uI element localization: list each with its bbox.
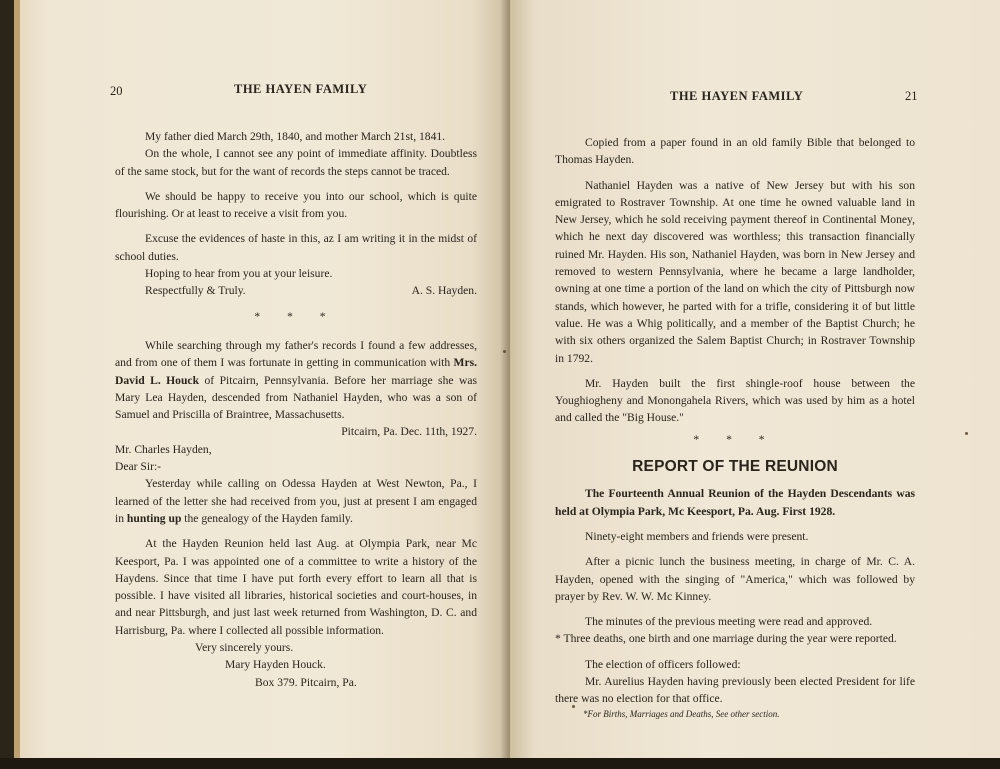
text-run: of Pitcairn, Pennsylvania. Before her marriage she was Mary Lea Hayden, descended from Nathaniel Hayden, who was a son of Samuel and Priscilla of Braintree, Massachusetts. [115,373,477,422]
paragraph: At the Hayden Reunion held last Aug. at Olympia Park, near Mc Keesport, Pa. I was appointed one of a committee to write a history of the Haydens. Since that time I have put forth every effort to learn all that is possible. I have visited all libraries, historical societies and court-houses, in and near Pittsburgh, and just last week returned from Washington, D. C. and Harrisburg, Pa. where I collected all possible information. [115,537,477,637]
left-text-column [115,128,477,691]
salutation-name: Mr. Charles Hayden, [115,442,212,456]
text-run: the genealogy of the Hayden family. [181,511,353,525]
paragraph: Mr. Aurelius Hayden having previously been elected President for life there was no election for that office. [555,675,915,706]
paragraph: Ninety-eight members and friends were present. [585,529,809,543]
closing-text: Respectfully & Truly. [145,284,246,298]
running-head: THE HAYEN FAMILY [670,89,804,103]
signature-name: Mary Hayden Houck. [225,658,326,672]
dateline: Pitcairn, Pa. Dec. 11th, 1927. [341,425,477,439]
section-divider: * * * [693,432,777,446]
paragraph: On the whole, I cannot see any point of immediate affinity. Doubtless of the same stock, but for the want of records the steps cannot be traced. [115,147,477,178]
letter-closing [115,282,477,299]
signature-address: Box 379. Pitcairn, Pa. [255,675,357,689]
section-subheading: The Fourteenth Annual Reunion of the Hayden Descendants was held at Olympia Park, Mc Keesport, Pa. Aug. First 1928. [555,487,915,518]
page-number: 20 [110,84,123,98]
paragraph [115,337,477,423]
paper-spot [572,705,575,708]
section-divider: * * * [254,309,338,323]
paragraph: Copied from a paper found in an old family Bible that belonged to Thomas Hayden. [555,136,915,167]
footnote: *For Births, Marriages and Deaths, See other section. [583,708,780,719]
paragraph: Nathaniel Hayden was a native of New Jersey but with his son emigrated to Rostraver Township. At one time he owned valuable land in New Jersey, which he sold receiving payment thereof in Continental Money, which he next day discovered was worthless; this transaction financially ruined Mr. Hayden. His son, Nathaniel Hayden, was born in New Jersey and removed to western Pennsylvania, where he became a large landholder, owning at one time a portion of the land on which the city of Pittsburgh now stands, which however, he parted with for a trifle, considering it of but little value. He was a Whig politically, and a member of the Baptist Church; he with six others organized the Salem Baptist Church; in Rostraver Township in 1792. [555,178,915,365]
paragraph: Excuse the evidences of haste in this, az I am writing it in the midst of school duties. [115,232,477,263]
section-heading: REPORT OF THE REUNION [632,458,838,476]
paragraph: The election of officers followed: [585,657,741,671]
paragraph: My father died March 29th, 1840, and mother March 21st, 1841. [145,130,446,143]
text-run: Yesterday while calling on Odessa Hayden at West Newton, Pa., I learned of the letter she had received from you, just at present I am engaged in [115,477,477,525]
signature: A. S. Hayden. [411,284,477,298]
bold-name: Mrs. David L. Houck [115,356,477,387]
salutation: Dear Sir:- [115,460,162,474]
paper-spot [965,432,968,435]
paragraph: Hoping to hear from you at your leisure. [145,267,333,281]
paragraph: Mr. Hayden built the first shingle-roof house between the Youghiogheny and Monongahela Rivers, which was used by him as a hotel and called the "Big House." [555,376,915,425]
paragraph: * Three deaths, one birth and one marriage during the year were reported. [555,632,897,646]
paragraph: The minutes of the previous meeting were read and approved. [585,615,873,629]
running-head: THE HAYEN FAMILY [234,82,368,96]
text-run: While searching through my father's records I found a few addresses, and from one of them I was fortunate in getting in communication with [115,338,477,370]
paragraph [115,475,477,527]
bold-phrase: hunting up [126,511,182,525]
right-page [510,0,1000,760]
paragraph: We should be happy to receive you into our school, which is quite flourishing. Or at least to receive a visit from you. [115,189,477,221]
table-surface [0,758,1000,769]
signature-closing: Very sincerely yours. [195,641,294,655]
paragraph: After a picnic lunch the business meeting, in charge of Mr. C. A. Hayden, opened with the singing of "America," which was followed by prayer by Rev. W. W. Mc Kinney. [555,555,915,603]
right-text-column [555,134,915,723]
left-page [14,0,510,760]
page-number: 21 [905,89,918,103]
